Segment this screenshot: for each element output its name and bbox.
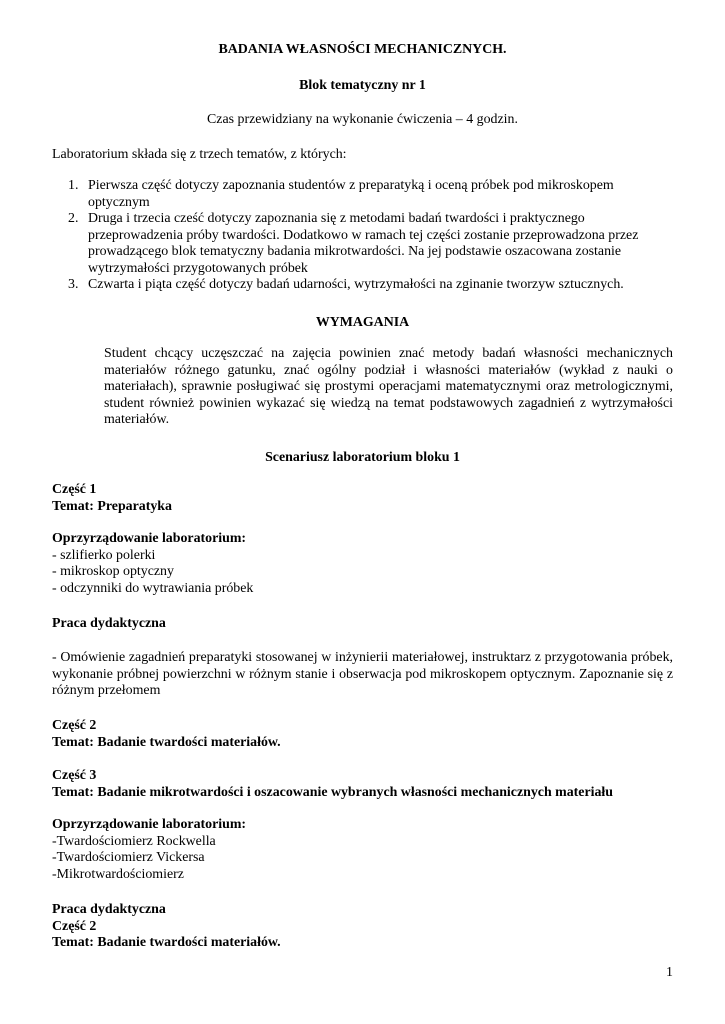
equipment-item: - szlifierko polerki [52, 547, 156, 563]
didactic-heading: Praca dydaktyczna [52, 902, 166, 917]
didactic-heading: Praca dydaktyczna [52, 616, 166, 631]
block-title: Blok tematyczny nr 1 [299, 78, 426, 93]
equipment-item: -Twardościomierz Rockwella [52, 833, 216, 849]
didactic-text: - Omówienie zagadnień preparatyki stosowanej w inżynierii materiałowej, instruktarz z przygotowania próbek, wykonanie próbnej powierzchni w różnym stanie i obserwacja pod mikroskopem optycznym. Zapoznanie się z różnym przełomem [52, 650, 673, 698]
list-item-text: Czwarta i piąta część dotyczy badań udarności, wytrzymałości na zginanie tworzyw sztucznych. [88, 277, 624, 292]
list-item-number: 2. [68, 211, 79, 226]
list-item [52, 178, 673, 211]
part2-section [52, 718, 673, 751]
equipment-heading: Oprzyrządowanie laboratorium: [52, 817, 247, 832]
topics-list [52, 178, 673, 294]
equipment-item: -Mikrotwardościomierz [52, 866, 184, 882]
scenario-heading: Scenariusz laboratorium bloku 1 [265, 450, 460, 465]
requirements-heading: WYMAGANIA [315, 315, 410, 330]
part1-label: Część 1 [52, 482, 97, 497]
part1-section [52, 482, 673, 515]
part3-equipment [52, 817, 673, 883]
time-note: Czas przewidziany na wykonanie ćwiczenia – 4 godzin. [207, 112, 518, 127]
list-item [52, 211, 673, 277]
part2b-section [52, 902, 673, 952]
list-item-text: Pierwsza część dotyczy zapoznania studentów z preparatyką i oceną próbek pod mikroskopem optycznym [88, 178, 614, 210]
part2-topic: Temat: Badanie twardości materiałów. [52, 734, 281, 750]
equipment-heading: Oprzyrządowanie laboratorium: [52, 531, 247, 546]
part1-topic: Temat: Preparatyka [52, 498, 172, 514]
list-item [52, 277, 673, 294]
requirements-text: Student chcący uczęszczać na zajęcia powinien znać metody badań własności mechanicznych materiałów różnego gatunku, znać ogólny podział i własności materiałów (wykład z nauki o materiałach), sprawnie posługiwać się prostymi operacjami matematycznymi oraz metrologicznymi, student również powinien wykazać się wiedzą na temat podstawowych zagadnień z wytrzymałości materiałów. [104, 346, 673, 427]
part3-topic: Temat: Badanie mikrotwardości i oszacowanie wybranych własności mechanicznych materiału [52, 784, 614, 800]
intro-text: Laboratorium składa się z trzech tematów, z których: [52, 147, 347, 162]
part3-label: Część 3 [52, 768, 97, 783]
equipment-item: - odczynniki do wytrawiania próbek [52, 580, 254, 596]
equipment-item: -Twardościomierz Vickersa [52, 850, 205, 865]
part2b-topic: Temat: Badanie twardości materiałów. [52, 935, 281, 950]
part3-section [52, 768, 673, 801]
document-title: BADANIA WŁASNOŚCI MECHANICZNYCH. [218, 42, 507, 57]
page-number: 1 [666, 965, 673, 980]
list-item-number: 1. [68, 178, 79, 193]
part1-equipment [52, 531, 673, 597]
equipment-item: - mikroskop optyczny [52, 564, 174, 579]
list-item-text: Druga i trzecia cześć dotyczy zapoznania się z metodami badań twardości i praktycznego przeprowadzenia próby twardości. Dodatkowo w ramach tej części zostanie przeprowadzona przez prowadzącego blok tematyczny badania mikrotwardości. Na jej podstawie oszacowana zostanie wytrzymałości przygotowanych próbek [88, 211, 639, 276]
list-item-number: 3. [68, 277, 79, 292]
part2-label: Część 2 [52, 718, 97, 733]
part2b-label: Część 2 [52, 918, 97, 934]
